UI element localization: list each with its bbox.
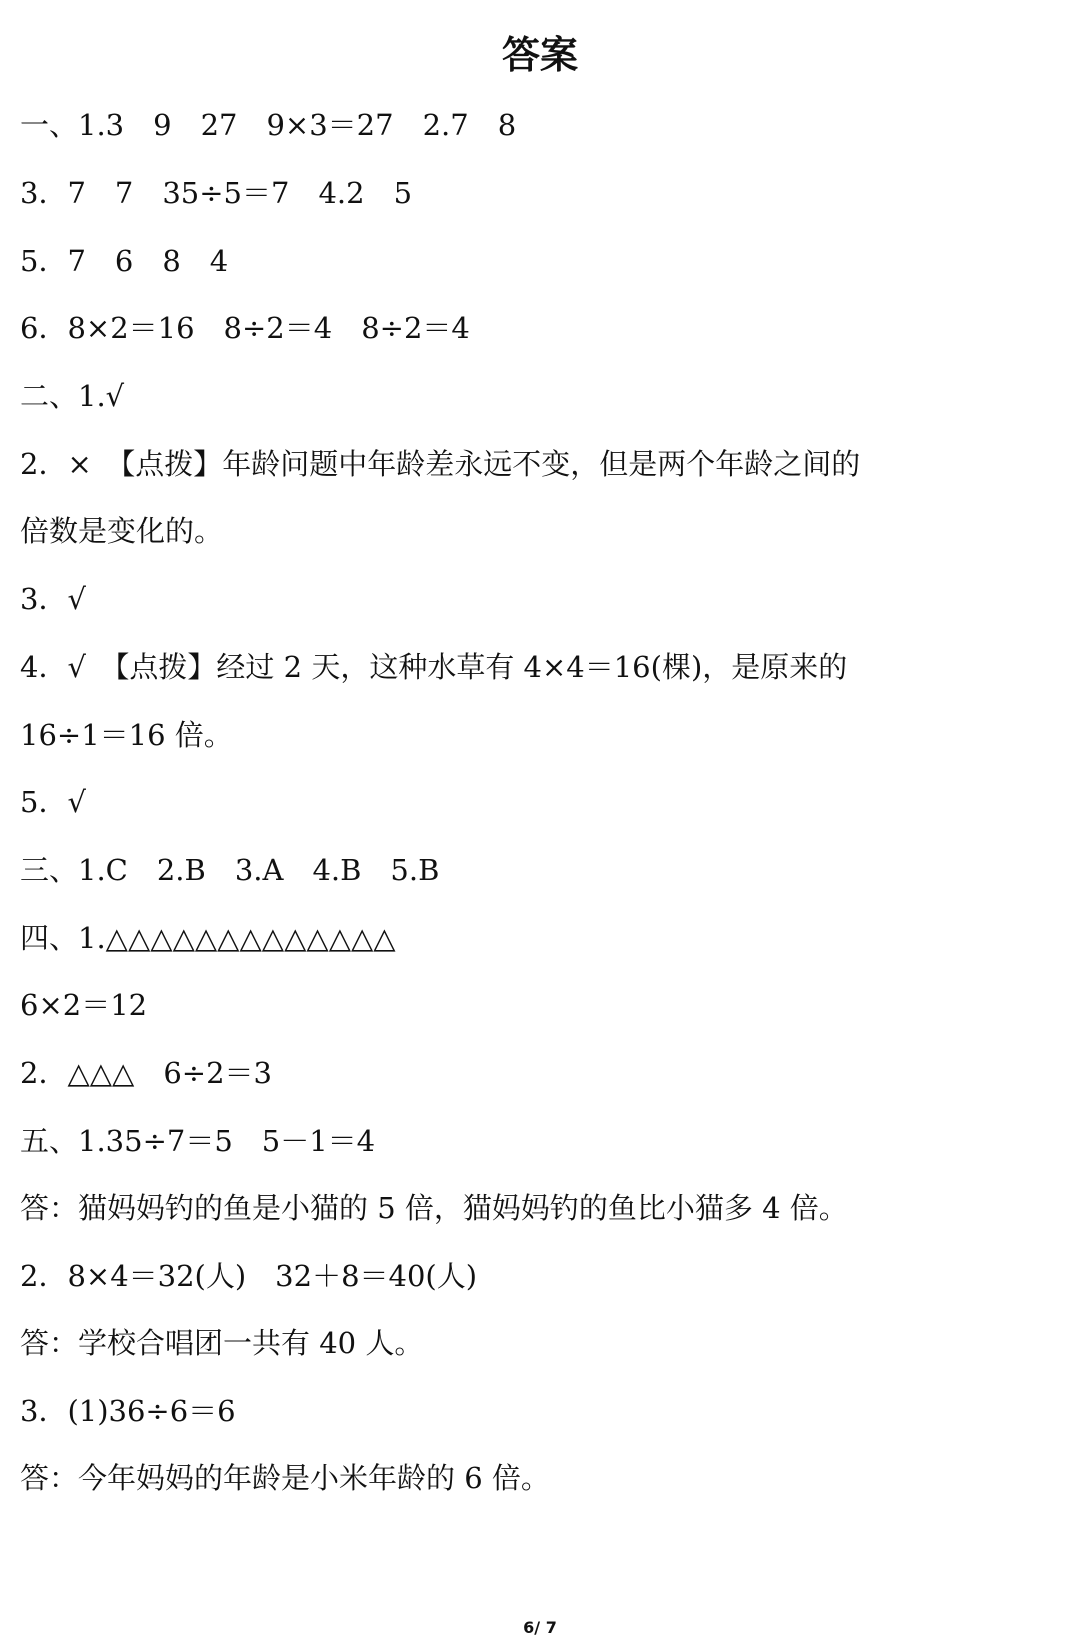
page-title: 答案 xyxy=(501,33,578,77)
answer-line-21: 答：今年妈妈的年龄是小米年龄的 6 倍。 xyxy=(20,1461,550,1495)
answer-line-18: 2．8×4＝32(人) 32＋8＝40(人) xyxy=(20,1259,478,1293)
answer-line-5: 二、1.√ xyxy=(20,379,125,413)
answer-line-7: 倍数是变化的。 xyxy=(20,514,224,548)
answer-line-20: 3．(1)36÷6＝6 xyxy=(20,1394,236,1428)
answer-line-16: 五、1.35÷7＝5 5－1＝4 xyxy=(20,1124,376,1158)
answer-line-11: 5．√ xyxy=(20,785,86,819)
answer-line-15: 2．△△△ 6÷2＝3 xyxy=(20,1056,273,1090)
answer-line-8: 3．√ xyxy=(20,582,86,616)
answer-line-6: 2．× 【点拨】年龄问题中年龄差永远不变，但是两个年龄之间的 xyxy=(20,447,861,481)
answer-line-13: 四、1.△△△△△△△△△△△△△ xyxy=(20,921,396,955)
answer-line-1: 一、1.3 9 27 9×3＝27 2.7 8 xyxy=(20,108,517,142)
answer-line-12: 三、1.C 2.B 3.A 4.B 5.B xyxy=(20,853,440,887)
answer-line-10: 16÷1＝16 倍。 xyxy=(20,718,233,752)
answer-line-4: 6．8×2＝16 8÷2＝4 8÷2＝4 xyxy=(20,311,470,345)
answer-line-9: 4．√ 【点拨】经过 2 天，这种水草有 4×4＝16(棵)，是原来的 xyxy=(20,650,848,684)
page-number: 6/ 7 xyxy=(523,1618,557,1637)
answer-line-19: 答：学校合唱团一共有 40 人。 xyxy=(20,1326,424,1360)
answer-line-14: 6×2＝12 xyxy=(20,988,148,1022)
answer-line-17: 答：猫妈妈钓的鱼是小猫的 5 倍，猫妈妈钓的鱼比小猫多 4 倍。 xyxy=(20,1191,848,1225)
answer-line-2: 3．7 7 35÷5＝7 4.2 5 xyxy=(20,176,413,210)
answer-line-3: 5．7 6 8 4 xyxy=(20,244,229,278)
